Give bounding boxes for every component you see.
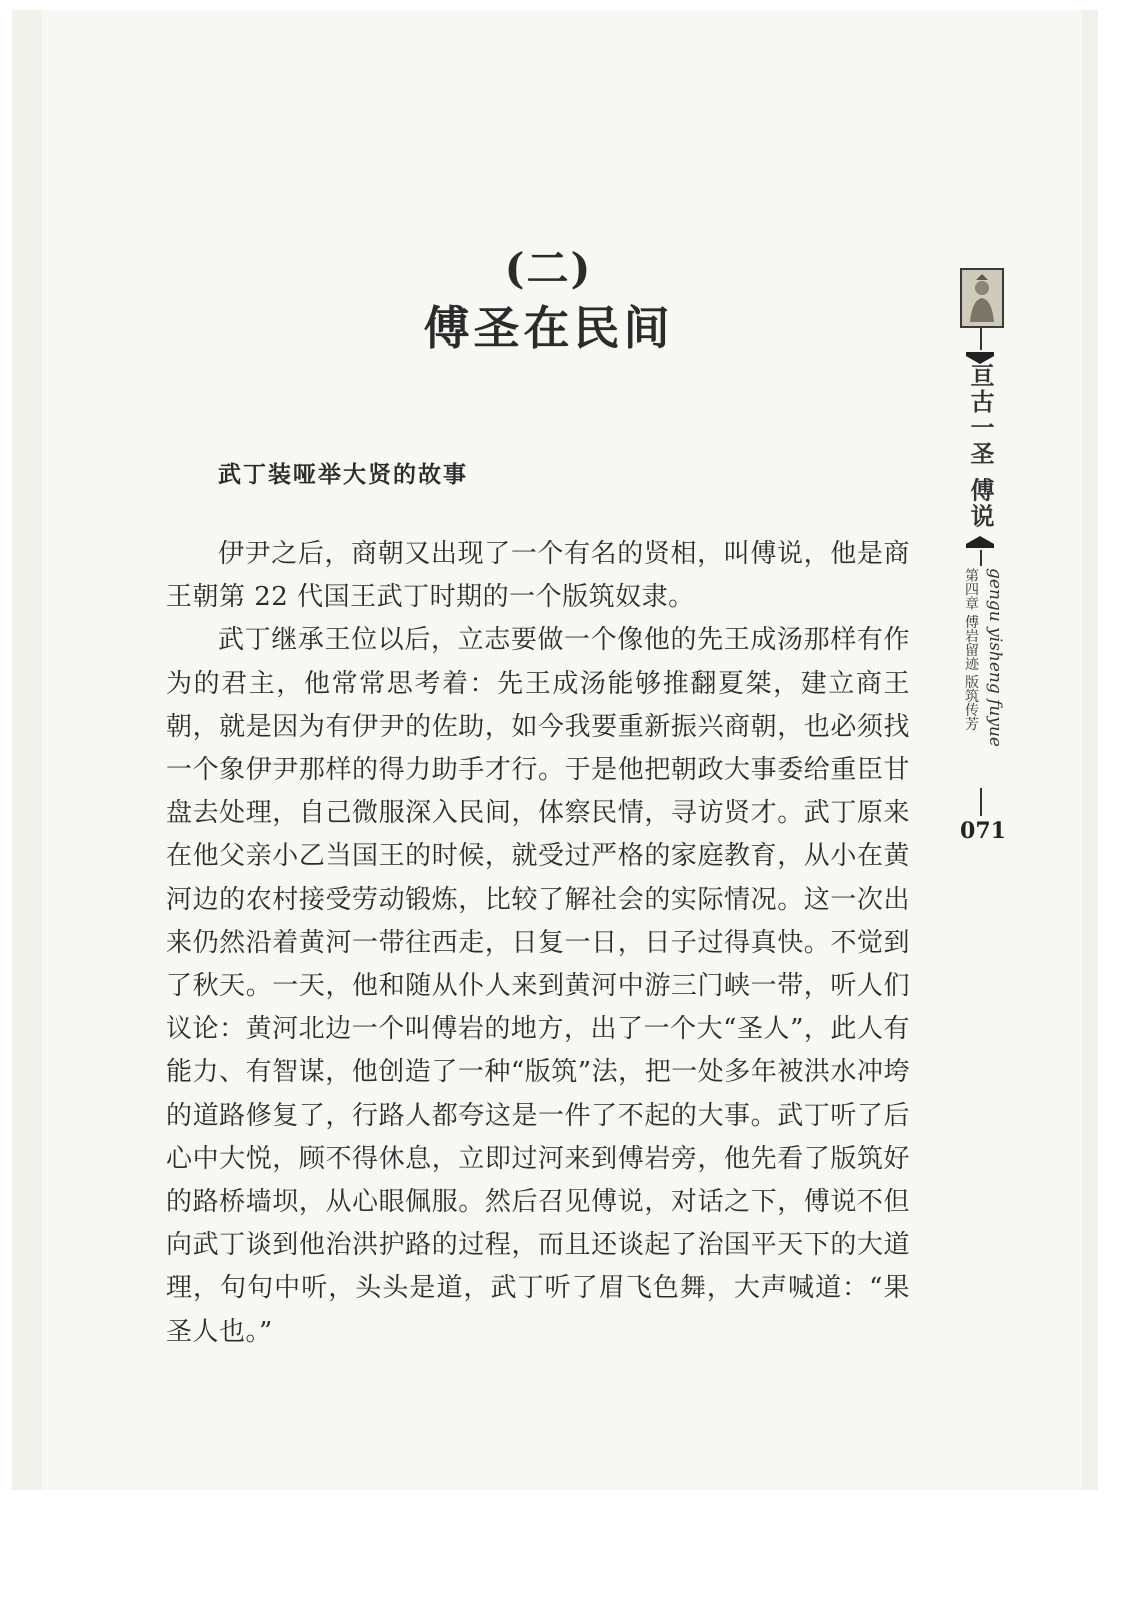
sage-portrait-icon xyxy=(960,268,1004,328)
paragraph: 武丁继承王位以后，立志要做一个像他的先王成汤那样有作为的君主，他常常思考着：先王成汤能够推翻夏桀，建立商王朝，就是因为有伊尹的佐助，如今我要重新振兴商朝，也必须找一个象伊尹那样的得力助手才行。于是他把朝政大事委给重臣甘盘去处理，自己微服深入民间，体察民情，寻访贤才。武丁原来在他父亲小乙当国王的时候，就受过严格的家庭教育，从小在黄河边的农村接受劳动锻炼，比较了解社会的实际情况。这一次出来仍然沿着黄河一带往西走，日复一日，日子过得真快。不觉到了秋天。一天，他和随从仆人来到黄河中游三门峡一带，听人们议论：黄河北边一个叫傅岩的地方，出了一个大“圣人”，此人有能力、有智谋，他创造了一种“版筑”法，把一处多年被洪水冲垮的道路修复了，行路人都夸这是一件了不起的大事。武丁听了后心中大悦，顾不得休息，立即过河来到傅岩旁，他先看了版筑好的路桥墙坝，从心眼佩服。然后召见傅说，对话之下，傅说不但向武丁谈到他治洪护路的过程，而且还谈起了治国平天下的大道理，句句中听，头头是道，武丁听了眉飞色舞，大声喊道：“果圣人也。” xyxy=(166,625,910,1347)
chapter-number: (二) xyxy=(504,244,593,293)
body-text xyxy=(166,533,910,1354)
page-number: 071 xyxy=(960,818,1006,844)
side-tab xyxy=(958,268,1018,848)
side-rule xyxy=(980,788,982,816)
chapter-info: 第四章 傅岩留迹 版筑传芳 xyxy=(963,568,979,731)
series-pinyin: gengu yisheng fuyue xyxy=(985,568,1005,747)
chapter-title: 傅圣在民间 xyxy=(423,301,674,355)
side-rule xyxy=(980,328,982,350)
paragraph: 伊尹之后，商朝又出现了一个有名的贤相，叫傅说，他是商王朝第 22 代国王武丁时期的一个版筑奴隶。 xyxy=(166,539,910,613)
side-rule xyxy=(980,550,982,566)
section-heading: 武丁装哑举大贤的故事 xyxy=(218,462,468,488)
series-title: 亘古一圣 傅说 xyxy=(966,363,995,530)
bracket-bottom-icon xyxy=(966,536,994,548)
